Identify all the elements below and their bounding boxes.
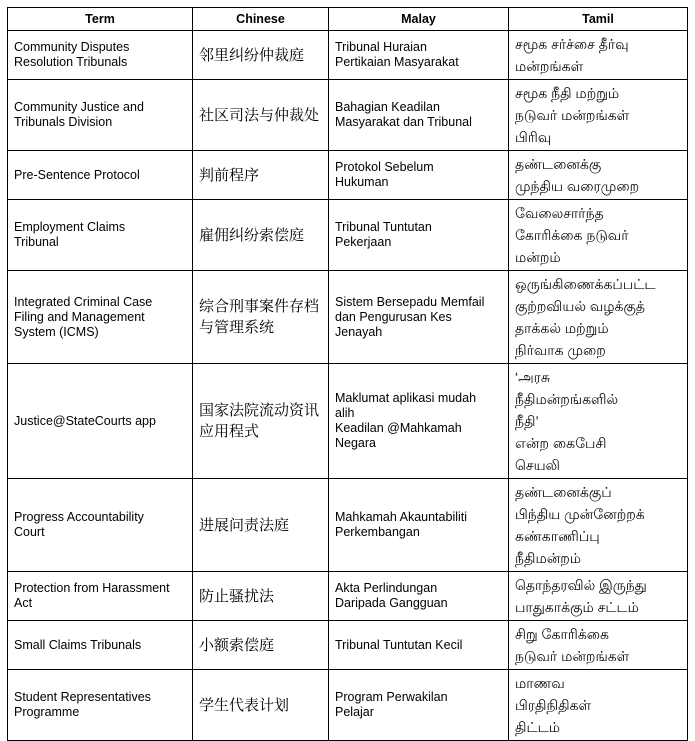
header-chinese: Chinese bbox=[193, 8, 329, 31]
header-term: Term bbox=[8, 8, 193, 31]
malay-cell-line: Masyarakat dan Tribunal bbox=[335, 115, 472, 129]
term-cell-line: Community Disputes bbox=[14, 40, 130, 54]
tamil-cell-line: நடுவர் மன்றங்கள் bbox=[515, 107, 630, 123]
malay-cell bbox=[329, 479, 509, 572]
term-cell bbox=[8, 151, 193, 200]
chinese-cell bbox=[193, 151, 329, 200]
term-cell-line: Pre-Sentence Protocol bbox=[14, 167, 140, 182]
term-cell bbox=[8, 200, 193, 271]
chinese-cell-line: 存档与管理系 bbox=[199, 297, 320, 336]
table-row bbox=[8, 364, 688, 479]
tamil-cell bbox=[509, 479, 688, 572]
chinese-cell-line: 进展问责法庭 bbox=[199, 515, 290, 534]
term-cell-line: Integrated Criminal Case bbox=[14, 294, 153, 309]
term-cell bbox=[8, 621, 193, 670]
malay-cell bbox=[329, 364, 509, 479]
term-cell-line: System (ICMS) bbox=[14, 324, 99, 339]
malay-cell bbox=[329, 80, 509, 151]
chinese-cell bbox=[193, 670, 329, 741]
chinese-cell-line: 庭 bbox=[289, 225, 305, 244]
term-cell-line: Protection from Harassment bbox=[14, 581, 170, 595]
tamil-cell-line: முந்திய வரைமுறை bbox=[515, 178, 640, 194]
term-cell-line: Community Justice and bbox=[14, 100, 144, 114]
term-cell bbox=[8, 80, 193, 151]
term-cell-line: Employment Claims bbox=[14, 220, 126, 234]
chinese-cell-line: 社区司法与仲 bbox=[199, 105, 290, 124]
term-cell bbox=[8, 670, 193, 741]
tamil-cell-line: என்ற கைபேசி bbox=[515, 435, 607, 451]
tamil-cell bbox=[509, 271, 688, 364]
tamil-cell-line: மன்றம் bbox=[515, 249, 561, 265]
chinese-cell bbox=[193, 271, 329, 364]
chinese-cell-line: 国家法院流动 bbox=[199, 401, 290, 419]
tamil-cell-line: தண்டனைக்குப் bbox=[515, 484, 612, 500]
tamil-cell-line: தண்டனைக்கு bbox=[515, 156, 602, 172]
chinese-cell bbox=[193, 621, 329, 670]
malay-cell-line: Sistem Bersepadu Memfail bbox=[335, 294, 485, 309]
malay-cell bbox=[329, 31, 509, 80]
tamil-cell-line: நடுவர் மன்றங்கள் bbox=[515, 648, 630, 664]
chinese-cell-line: 裁处 bbox=[289, 105, 320, 124]
tamil-cell-line: நிர்வாக முறை bbox=[515, 342, 606, 358]
malay-cell-line: Pertikaian Masyarakat bbox=[335, 55, 459, 69]
term-cell-line: Progress Accountability bbox=[14, 510, 144, 524]
malay-cell-line: Program Perwakilan bbox=[335, 690, 448, 704]
table-row bbox=[8, 572, 688, 621]
tamil-cell-line: மன்றங்கள் bbox=[515, 58, 584, 74]
chinese-cell bbox=[193, 200, 329, 271]
chinese-cell-line: 资讯应用程式 bbox=[199, 401, 320, 440]
tamil-cell-line: சமூக நீதி மற்றும் bbox=[515, 85, 620, 101]
term-cell-line: Student Representatives bbox=[14, 690, 151, 704]
tamil-cell-line: ஒருங்கிணைக்கப்பட்ட bbox=[515, 276, 656, 292]
malay-cell-line: Tribunal Tuntutan bbox=[335, 220, 432, 234]
chinese-cell bbox=[193, 364, 329, 479]
malay-cell bbox=[329, 200, 509, 271]
chinese-cell bbox=[193, 479, 329, 572]
malay-cell bbox=[329, 271, 509, 364]
term-cell-line: Resolution Tribunals bbox=[14, 55, 128, 69]
malay-cell-line: Negara bbox=[335, 436, 376, 450]
tamil-cell-line: வேலைசார்ந்த bbox=[515, 205, 604, 221]
table-row bbox=[8, 80, 688, 151]
tamil-cell-line: பிந்திய முன்னேற்றக் bbox=[515, 506, 645, 522]
term-cell-line: Justice@StateCourts app bbox=[14, 413, 156, 428]
header-malay: Malay bbox=[329, 8, 509, 31]
table-row bbox=[8, 200, 688, 271]
malay-cell-line: Perkembangan bbox=[335, 525, 420, 539]
malay-cell-line: Pekerjaan bbox=[335, 235, 392, 249]
chinese-cell-line: 统 bbox=[259, 318, 275, 336]
chinese-cell-line: 学生代表计划 bbox=[199, 695, 290, 714]
tamil-cell bbox=[509, 670, 688, 741]
tamil-cell-line: கோரிக்கை நடுவர் bbox=[515, 227, 629, 243]
tamil-cell-line: திட்டம் bbox=[515, 719, 561, 735]
term-cell bbox=[8, 31, 193, 80]
tamil-cell-line: நீதிமன்றம் bbox=[515, 550, 582, 566]
chinese-cell-line: 小额索偿庭 bbox=[199, 635, 275, 654]
table-row bbox=[8, 151, 688, 200]
chinese-cell-line: 防止骚扰法 bbox=[199, 586, 275, 605]
malay-cell bbox=[329, 572, 509, 621]
tamil-cell-line: தாக்கல் மற்றும் bbox=[515, 320, 609, 336]
term-cell bbox=[8, 479, 193, 572]
malay-cell-line: Tribunal Huraian bbox=[335, 40, 427, 54]
tamil-cell-line: நீதிமன்றங்களில் bbox=[515, 391, 619, 407]
term-cell-line: Small Claims Tribunals bbox=[14, 637, 142, 652]
tamil-cell-line: கண்காணிப்பு bbox=[515, 528, 600, 544]
tamil-cell-line: பிரிவு bbox=[515, 129, 552, 145]
glossary-table bbox=[7, 7, 688, 741]
chinese-cell bbox=[193, 572, 329, 621]
table-body bbox=[8, 31, 688, 741]
header-tamil: Tamil bbox=[509, 8, 688, 31]
malay-cell-line: dan Pengurusan Kes bbox=[335, 309, 452, 324]
tamil-cell-line: நீதி’ bbox=[515, 413, 539, 429]
tamil-cell bbox=[509, 200, 688, 271]
tamil-cell-line: பாதுகாக்கும் சட்டம் bbox=[515, 599, 639, 615]
term-cell-line: Programme bbox=[14, 705, 80, 719]
malay-cell-line: Tribunal Tuntutan Kecil bbox=[335, 637, 463, 652]
chinese-cell-line: 庭 bbox=[289, 45, 305, 64]
malay-cell-line: Jenayah bbox=[335, 324, 383, 339]
malay-cell bbox=[329, 670, 509, 741]
malay-cell-line: Akta Perlindungan bbox=[335, 581, 438, 595]
tamil-cell-line: பிரதிநிதிகள் bbox=[515, 697, 592, 713]
malay-cell bbox=[329, 621, 509, 670]
chinese-cell bbox=[193, 80, 329, 151]
tamil-cell-line: தொந்தரவில் இருந்து bbox=[515, 577, 647, 593]
chinese-cell bbox=[193, 31, 329, 80]
tamil-cell bbox=[509, 621, 688, 670]
malay-cell-line: Mahkamah Akauntabiliti bbox=[335, 510, 468, 524]
header-row bbox=[8, 8, 688, 31]
tamil-cell-line: செயலி bbox=[515, 457, 560, 473]
malay-cell-line: Keadilan @Mahkamah bbox=[335, 421, 462, 435]
term-cell bbox=[8, 364, 193, 479]
tamil-cell bbox=[509, 31, 688, 80]
term-cell bbox=[8, 572, 193, 621]
chinese-cell-line: 综合刑事案件 bbox=[199, 297, 290, 315]
term-cell bbox=[8, 271, 193, 364]
table-row bbox=[8, 670, 688, 741]
malay-cell-line: Bahagian Keadilan bbox=[335, 100, 440, 114]
table-row bbox=[8, 31, 688, 80]
chinese-cell-line: 判前程序 bbox=[199, 165, 260, 184]
term-cell-line: Tribunal bbox=[14, 235, 59, 249]
chinese-cell-line: 邻里纠纷仲裁 bbox=[199, 45, 290, 64]
table-row bbox=[8, 621, 688, 670]
tamil-cell-line: ‘அரசு bbox=[515, 369, 551, 385]
table-row bbox=[8, 271, 688, 364]
tamil-cell bbox=[509, 151, 688, 200]
malay-cell-line: Maklumat aplikasi mudah bbox=[335, 391, 477, 405]
tamil-cell-line: மாணவ bbox=[515, 675, 565, 691]
malay-cell bbox=[329, 151, 509, 200]
chinese-cell-line: 雇佣纠纷索偿 bbox=[199, 225, 290, 244]
malay-cell-line: alih bbox=[335, 406, 355, 420]
tamil-cell bbox=[509, 572, 688, 621]
term-cell-line: Act bbox=[14, 596, 33, 610]
malay-cell-line: Hukuman bbox=[335, 175, 389, 189]
tamil-cell-line: குற்றவியல் வழக்குத் bbox=[515, 298, 645, 314]
term-cell-line: Filing and Management bbox=[14, 309, 145, 324]
tamil-cell-line: சிறு கோரிக்கை bbox=[515, 626, 610, 642]
malay-cell-line: Daripada Gangguan bbox=[335, 596, 448, 610]
term-cell-line: Tribunals Division bbox=[14, 115, 113, 129]
tamil-cell bbox=[509, 364, 688, 479]
term-cell-line: Court bbox=[14, 525, 45, 539]
tamil-cell-line: சமூக சர்ச்சை தீர்வு bbox=[515, 36, 629, 52]
tamil-cell bbox=[509, 80, 688, 151]
table-row bbox=[8, 479, 688, 572]
malay-cell-line: Pelajar bbox=[335, 705, 374, 719]
malay-cell-line: Protokol Sebelum bbox=[335, 160, 434, 174]
